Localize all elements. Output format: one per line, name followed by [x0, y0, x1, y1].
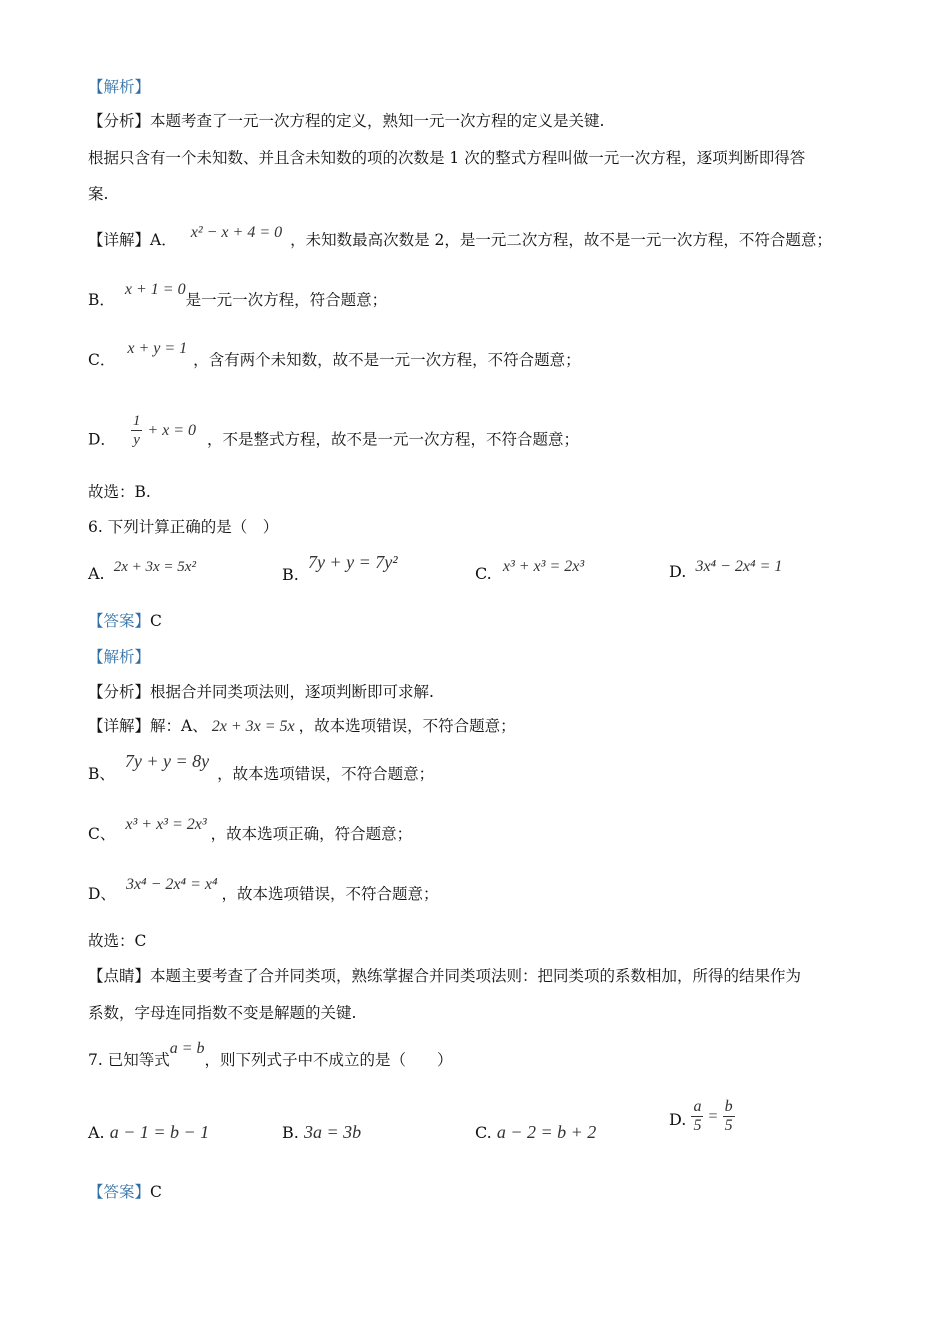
q6-detail-d: D、3x⁴ − 2x⁴ = x⁴，故本选项错误，不符合题意；: [88, 876, 439, 903]
q5-d-fraction: $\frac{1}{y}$: [132, 413, 141, 448]
q5-detail-a: 【详解】A． x² − x + 4 = 0 ，未知数最高次数是 2，是一元二次方程，故不是一元一次方程，不符合题意；: [88, 224, 832, 249]
q5-body-line1: 根据只含有一个未知数、并且含未知数的项的次数是 1 次的整式方程叫做一元一次方程，逐项判断即得答: [88, 149, 806, 167]
q6-choose: 故选：C: [88, 932, 147, 950]
q6-a-math: 2x + 3x = 5x: [211, 718, 295, 735]
q5-a-math: x² − x + 4 = 0: [190, 224, 283, 241]
q5-fenxi: 【分析】本题考查了一元一次方程的定义，熟知一元一次方程的定义是关键.: [88, 112, 605, 130]
q5-body-line2: 案.: [88, 185, 109, 203]
q6-answer: 【答案】C: [88, 612, 162, 630]
q5-detail-d: D． $\frac{1}{y}$ + x = 0 ，不是整式方程，故不是一元一次方程，不符合题意；: [88, 413, 579, 449]
q6-option-b: B. 7y + y = 7y²: [282, 552, 398, 584]
q6-option-a: A. 2x + 3x = 5x²: [88, 559, 196, 583]
q6-fenxi: 【分析】根据合并同类项法则，逐项判断即可求解.: [88, 683, 434, 701]
q7-option-d: D. $\frac{a}{5}$ = $\frac{b}{5}$: [669, 1098, 733, 1134]
q5-b-math: x + 1 = 0: [124, 281, 186, 298]
q6-detail-a: 【详解】解：A、 2x + 3x = 5x ，故本选项错误，不符合题意；: [88, 717, 516, 735]
q6-detail-b: B、7y + y = 8y，故本选项错误，不符合题意；: [88, 751, 435, 783]
q6-b-math: 7y + y = 8y: [124, 751, 210, 771]
q7-option-a: A. a − 1 = b − 1: [88, 1122, 210, 1142]
q7-stem-math: a = b: [169, 1040, 205, 1057]
q7-d-left-fraction: $\frac{a}{5}$: [693, 1098, 702, 1134]
q5-detail-c: C．x + y = 1，含有两个未知数，故不是一元一次方程，不符合题意；: [88, 340, 581, 369]
q7-stem: 7. 已知等式a = b，则下列式子中不成立的是（ ）: [88, 1040, 453, 1069]
q6-detail-c: C、x³ + x³ = 2x³，故本选项正确，符合题意；: [88, 816, 413, 843]
q5-detail-b: B．x + 1 = 0是一元一次方程，符合题意；: [88, 281, 388, 309]
q5-jiexi-heading: 【解析】: [88, 78, 151, 96]
q7-option-b: B. 3a = 3b: [282, 1122, 362, 1142]
q6-dianjing: 【点睛】本题主要考查了合并同类项，熟练掌握合并同类项法则：把同类项的系数相加，所得的结果作为: [88, 967, 802, 985]
q7-answer: 【答案】C: [88, 1183, 162, 1201]
q7-option-c: C. a − 2 = b + 2: [475, 1122, 597, 1142]
q6-option-c: C. x³ + x³ = 2x³: [475, 558, 585, 583]
xiangjie-tag: 【详解】: [88, 231, 151, 249]
q6-jiexi-heading: 【解析】: [88, 648, 151, 666]
q6-c-math: x³ + x³ = 2x³: [125, 816, 207, 833]
q6-d-math: 3x⁴ − 2x⁴ = x⁴: [125, 876, 218, 893]
q7-d-right-fraction: $\frac{b}{5}$: [724, 1098, 733, 1134]
q5-c-math: x + y = 1: [127, 340, 188, 357]
fenxi-tag: 【分析】: [88, 112, 151, 130]
q5-choose: 故选：B.: [88, 483, 151, 501]
q6-stem: 6. 下列计算正确的是（ ）: [88, 518, 279, 536]
q6-option-d: D. 3x⁴ − 2x⁴ = 1: [669, 558, 783, 581]
q6-dianjing-line2: 系数，字母连同指数不变是解题的关键.: [88, 1004, 357, 1022]
